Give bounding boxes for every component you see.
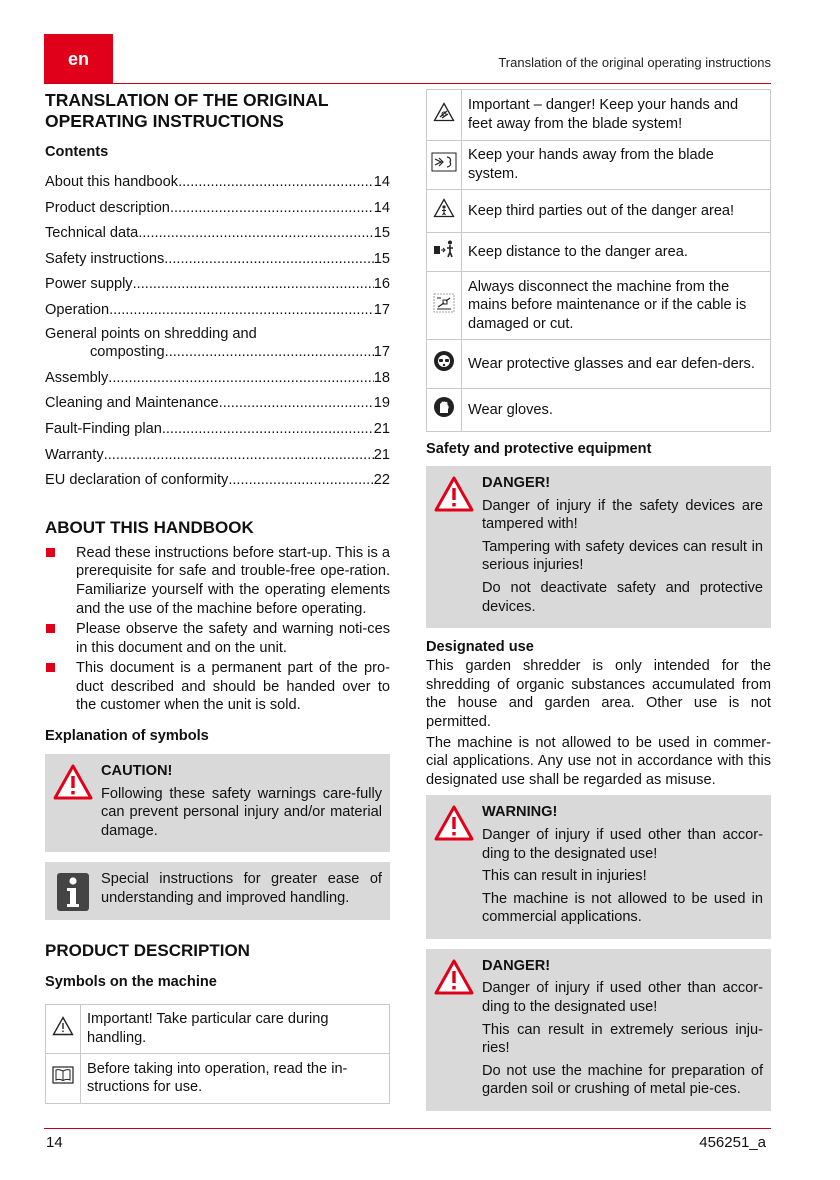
right-column bbox=[426, 89, 771, 1111]
toc-item[interactable]: General points on shredding and composting ..... 17 bbox=[45, 320, 390, 362]
warning-triangle-icon bbox=[426, 803, 482, 931]
warning-text: This can result in injuries! bbox=[482, 868, 647, 885]
list-item: Read these instructions before start-up. This is a prerequisite for safe and trouble-free ope-ration. Familiarize yourself with the operating elements and the use of the machine before operating. bbox=[45, 544, 390, 618]
machine-symbols-heading: Symbols on the machine bbox=[45, 974, 217, 991]
table-row bbox=[427, 389, 771, 432]
designated-use-text: This garden shredder is only intended for the shredding of organic substances accumulated from the house and garden area. Other use is not permitted. bbox=[426, 658, 771, 730]
manual-book-icon bbox=[52, 1072, 74, 1088]
table-row bbox=[427, 340, 771, 389]
hand-blade-icon bbox=[431, 160, 457, 176]
header-divider bbox=[44, 83, 771, 84]
list-item: Please observe the safety and warning noti-ces in this document and on the unit. bbox=[45, 620, 390, 657]
symbol-text: Wear protective glasses and ear defen-ders. bbox=[462, 340, 771, 389]
header-title: Translation of the original operating instructions bbox=[498, 55, 771, 70]
symbol-text: Wear gloves. bbox=[462, 389, 771, 432]
caution-text: Following these safety warnings care-fully can prevent personal injury and/or material damage. bbox=[101, 785, 382, 839]
keep-distance-icon bbox=[432, 247, 456, 263]
table-row bbox=[46, 1053, 390, 1103]
symbol-text: Always disconnect the machine from the mains before maintenance or if the cable is damaged or cut. bbox=[462, 272, 771, 340]
language-label: en bbox=[67, 48, 89, 69]
document-code: 456251_a bbox=[699, 1134, 766, 1151]
symbol-text: Before taking into operation, read the in-structions for use. bbox=[81, 1053, 390, 1103]
blade-danger-icon bbox=[433, 110, 455, 126]
table-row bbox=[427, 90, 771, 141]
toc-item[interactable]: About this handbook ..... 14 bbox=[45, 166, 390, 192]
danger-text: Tampering with safety devices can result in serious injuries! bbox=[482, 538, 763, 574]
about-list bbox=[45, 544, 390, 715]
contents-heading: Contents bbox=[45, 144, 109, 160]
goggles-earmuffs-icon bbox=[433, 360, 455, 376]
about-heading: ABOUT THIS HANDBOOK bbox=[45, 517, 254, 537]
danger-title: DANGER! bbox=[482, 475, 551, 491]
toc-item[interactable]: Fault-Finding plan ..... 21 bbox=[45, 413, 390, 439]
danger-text: Do not deactivate safety and protective devices. bbox=[482, 579, 763, 615]
toc-item[interactable]: EU declaration of conformity ..... 22 bbox=[45, 464, 390, 490]
info-notice bbox=[45, 862, 390, 920]
info-text: Special instructions for greater ease of understanding and improved handling. bbox=[101, 871, 382, 907]
symbol-text: Keep your hands away from the blade system. bbox=[462, 141, 771, 190]
danger-notice-misuse bbox=[426, 949, 771, 1111]
main-title bbox=[45, 90, 390, 132]
danger-text: Danger of injury if used other than accor-ding to the designated use! bbox=[482, 980, 763, 1016]
table-of-contents bbox=[45, 166, 390, 490]
danger-text: Do not use the machine for preparation of garden soil or crushing of metal pie-ces. bbox=[482, 1062, 763, 1098]
toc-item[interactable]: Warranty ..... 21 bbox=[45, 439, 390, 465]
toc-item[interactable]: Operation ..... 17 bbox=[45, 294, 390, 320]
info-icon bbox=[45, 870, 101, 912]
warning-triangle-icon bbox=[52, 1024, 74, 1040]
gloves-icon bbox=[433, 406, 455, 422]
warning-text: The machine is not allowed to be used in commercial applications. bbox=[482, 890, 763, 926]
table-row bbox=[427, 233, 771, 272]
caution-title: CAUTION! bbox=[101, 763, 173, 780]
machine-symbols-table bbox=[45, 1004, 390, 1103]
list-item: This document is a permanent part of the pro-duct described and should be handed over to the customer when the unit is sold. bbox=[45, 659, 390, 715]
warning-triangle-icon bbox=[426, 957, 482, 1103]
symbol-text: Keep distance to the danger area. bbox=[462, 233, 771, 272]
toc-item[interactable]: Safety instructions ..... 15 bbox=[45, 243, 390, 269]
main-title-line-1: TRANSLATION OF THE ORIGINAL bbox=[45, 90, 329, 110]
safety-equipment-heading: Safety and protective equipment bbox=[426, 441, 652, 457]
danger-title: DANGER! bbox=[482, 957, 551, 974]
table-row bbox=[46, 1005, 390, 1053]
symbol-text: Important – danger! Keep your hands and feet away from the blade system! bbox=[462, 90, 771, 141]
toc-item[interactable]: Product description ..... 14 bbox=[45, 192, 390, 218]
danger-text: This can result in extremely serious inju-ries! bbox=[482, 1021, 763, 1057]
designated-use-text: The machine is not allowed to be used in commer-cial applications. Any use not in accordance with this designated use shall be regarded as misuse. bbox=[426, 734, 771, 788]
main-title-line-2: OPERATING INSTRUCTIONS bbox=[45, 111, 284, 131]
symbol-text: Keep third parties out of the danger area! bbox=[462, 190, 771, 233]
toc-item[interactable]: Assembly ..... 18 bbox=[45, 362, 390, 388]
disconnect-plug-icon bbox=[432, 302, 456, 318]
left-column bbox=[45, 90, 390, 1104]
danger-notice-tampering bbox=[426, 466, 771, 628]
warning-text: Danger of injury if used other than accor-ding to the designated use! bbox=[482, 826, 763, 862]
symbol-text: Important! Take particular care during handling. bbox=[81, 1005, 390, 1053]
warning-notice bbox=[426, 795, 771, 939]
toc-item[interactable]: Power supply ..... 16 bbox=[45, 268, 390, 294]
footer-divider bbox=[44, 1128, 771, 1129]
table-row bbox=[427, 141, 771, 190]
caution-notice bbox=[45, 754, 390, 852]
page-number: 14 bbox=[46, 1134, 63, 1151]
warning-triangle-icon bbox=[426, 474, 482, 620]
designated-use-heading: Designated use bbox=[426, 639, 534, 656]
product-heading: PRODUCT DESCRIPTION bbox=[45, 941, 250, 961]
table-row bbox=[427, 190, 771, 233]
language-tab bbox=[44, 34, 113, 84]
toc-item[interactable]: Technical data ..... 15 bbox=[45, 217, 390, 243]
safety-symbols-table bbox=[426, 89, 771, 432]
warning-title: WARNING! bbox=[482, 804, 558, 821]
warning-triangle-icon bbox=[45, 762, 101, 844]
table-row bbox=[427, 272, 771, 340]
symbols-heading: Explanation of symbols bbox=[45, 728, 209, 745]
danger-text: Danger of injury if the safety devices are tampered with! bbox=[482, 497, 763, 533]
toc-item[interactable]: Cleaning and Maintenance ..... 19 bbox=[45, 387, 390, 413]
third-party-warning-icon bbox=[433, 206, 455, 222]
